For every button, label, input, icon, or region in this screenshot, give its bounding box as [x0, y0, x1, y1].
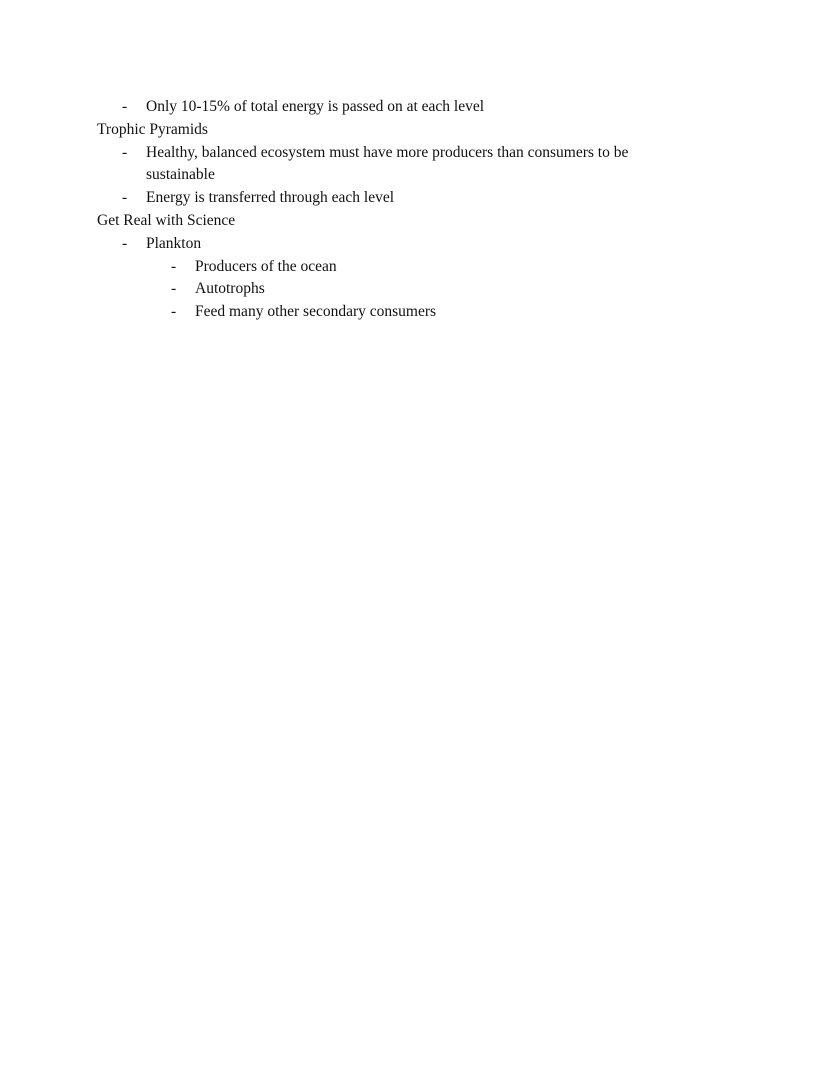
bullet-text: Energy is transferred through each level	[146, 189, 395, 207]
bullet-dash: -	[171, 303, 177, 321]
section-heading-get-real-with-science: Get Real with Science	[97, 211, 236, 229]
bullet-dash: -	[122, 234, 128, 252]
bullet-item	[97, 187, 697, 210]
bullet-text: Feed many other secondary consumers	[195, 303, 437, 321]
bullet-dash: -	[171, 257, 177, 275]
bullet-text: Only 10-15% of total energy is passed on at each level	[146, 98, 485, 115]
sub-bullet-item	[97, 278, 697, 301]
sub-bullet-item	[97, 256, 697, 279]
document-body	[97, 96, 697, 324]
sub-bullet-item	[97, 301, 697, 324]
section-heading-trophic-pyramids: Trophic Pyramids	[97, 120, 208, 138]
bullet-dash: -	[122, 189, 128, 207]
bullet-item	[97, 96, 697, 119]
bullet-item	[97, 233, 697, 256]
bullet-text: Producers of the ocean	[195, 257, 337, 275]
bullet-text: Autotrophs	[195, 280, 265, 298]
bullet-dash: -	[171, 280, 177, 298]
bullet-item	[97, 142, 697, 188]
bullet-text: Healthy, balanced ecosystem must have more producers than consumers to be sustainable	[146, 143, 629, 184]
bullet-dash: -	[122, 98, 128, 115]
bullet-text: Plankton	[146, 234, 202, 252]
bullet-dash: -	[122, 143, 128, 161]
